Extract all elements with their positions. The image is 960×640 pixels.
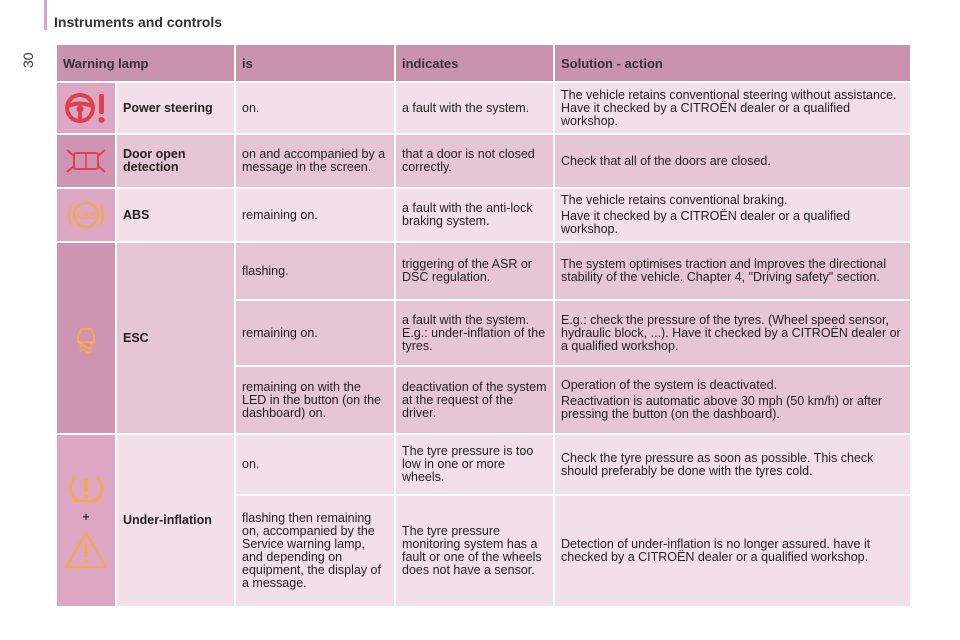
esc-icon bbox=[71, 322, 101, 354]
door-open-icon bbox=[64, 146, 108, 176]
under-inflation-on-indicates: The tyre pressure is too low in one or more wheels. bbox=[396, 435, 553, 494]
power-steering-warning-icon bbox=[64, 89, 108, 127]
under-inflation-flashing-indicates: The tyre pressure monitoring system has a fault or one of the wheels does not have a sensor. bbox=[396, 496, 553, 606]
esc-on-solution: E.g.: check the pressure of the tyres. (Wheel speed sensor, hydraulic block, ...). Have it checked by a CITROËN dealer or a qualified workshop. bbox=[555, 301, 910, 365]
esc-flashing-is: flashing. bbox=[236, 243, 394, 299]
abs-name: ABS bbox=[117, 189, 234, 241]
esc-icon-cell bbox=[57, 243, 115, 433]
power-steering-name: Power steering bbox=[117, 83, 234, 133]
abs-solution bbox=[555, 189, 910, 241]
header-warning-lamp: Warning lamp bbox=[57, 45, 234, 81]
esc-led-is: remaining on with the LED in the button (on the dashboard) on. bbox=[236, 367, 394, 433]
abs-icon-cell bbox=[57, 189, 115, 241]
door-open-name: Door open detection bbox=[117, 135, 234, 187]
service-warning-triangle-icon bbox=[64, 530, 108, 570]
esc-led-indicates: deactivation of the system at the request of the driver. bbox=[396, 367, 553, 433]
under-inflation-name: Under-inflation bbox=[117, 435, 234, 606]
header-solution: Solution - action bbox=[555, 45, 910, 81]
under-inflation-flashing-is: flashing then remaining on, accompanied by the Service warning lamp, and depending on equipment, the display of a message. bbox=[236, 496, 394, 606]
power-steering-icon-cell bbox=[57, 83, 115, 133]
abs-solution-line-1: The vehicle retains conventional braking. bbox=[561, 193, 788, 207]
under-inflation-flashing-solution: Detection of under-inflation is no longer assured. have it checked by a CITROËN dealer or a qualified workshop. bbox=[555, 496, 910, 606]
esc-flashing-solution: The system optimises traction and improves the directional stability of the vehicle. Chapter 4, "Driving safety" section. bbox=[555, 243, 910, 299]
abs-indicates: a fault with the anti-lock braking system. bbox=[396, 189, 553, 241]
tyre-pressure-icon bbox=[67, 471, 105, 505]
header-is: is bbox=[236, 45, 394, 81]
esc-led-solution-line-1: Operation of the system is deactivated. bbox=[561, 378, 778, 392]
header-indicates: indicates bbox=[396, 45, 553, 81]
under-inflation-on-is: on. bbox=[236, 435, 394, 494]
door-open-icon-cell bbox=[57, 135, 115, 187]
door-open-is: on and accompanied by a message in the screen. bbox=[236, 135, 394, 187]
svg-text:ABS: ABS bbox=[75, 211, 97, 222]
abs-is: remaining on. bbox=[236, 189, 394, 241]
esc-flashing-indicates: triggering of the ASR or DSC regulation. bbox=[396, 243, 553, 299]
door-open-indicates: that a door is not closed correctly. bbox=[396, 135, 553, 187]
page-number: 30 bbox=[20, 52, 36, 68]
esc-name: ESC bbox=[117, 243, 234, 433]
esc-on-is: remaining on. bbox=[236, 301, 394, 365]
under-inflation-icon-cell bbox=[57, 435, 115, 606]
side-accent-bar bbox=[44, 0, 47, 30]
abs-icon bbox=[66, 197, 106, 233]
esc-led-solution bbox=[555, 367, 910, 433]
abs-solution-line-2: Have it checked by a CITROËN dealer or a qualified workshop. bbox=[561, 209, 851, 236]
power-steering-is: on. bbox=[236, 83, 394, 133]
power-steering-indicates: a fault with the system. bbox=[396, 83, 553, 133]
door-open-solution: Check that all of the doors are closed. bbox=[555, 135, 910, 187]
warning-lamp-table bbox=[57, 45, 903, 594]
power-steering-solution: The vehicle retains conventional steering without assistance. Have it checked by a CITROËN dealer or a qualified workshop. bbox=[555, 83, 910, 133]
under-inflation-plus: + bbox=[82, 510, 90, 524]
page-title: Instruments and controls bbox=[54, 14, 223, 30]
esc-led-solution-line-2: Reactivation is automatic above 30 mph (50 km/h) or after pressing the button (on the dashboard). bbox=[561, 394, 882, 421]
esc-on-indicates: a fault with the system. E.g.: under-inflation of the tyres. bbox=[396, 301, 553, 365]
under-inflation-on-solution: Check the tyre pressure as soon as possible. This check should preferably be done with the tyres cold. bbox=[555, 435, 910, 494]
